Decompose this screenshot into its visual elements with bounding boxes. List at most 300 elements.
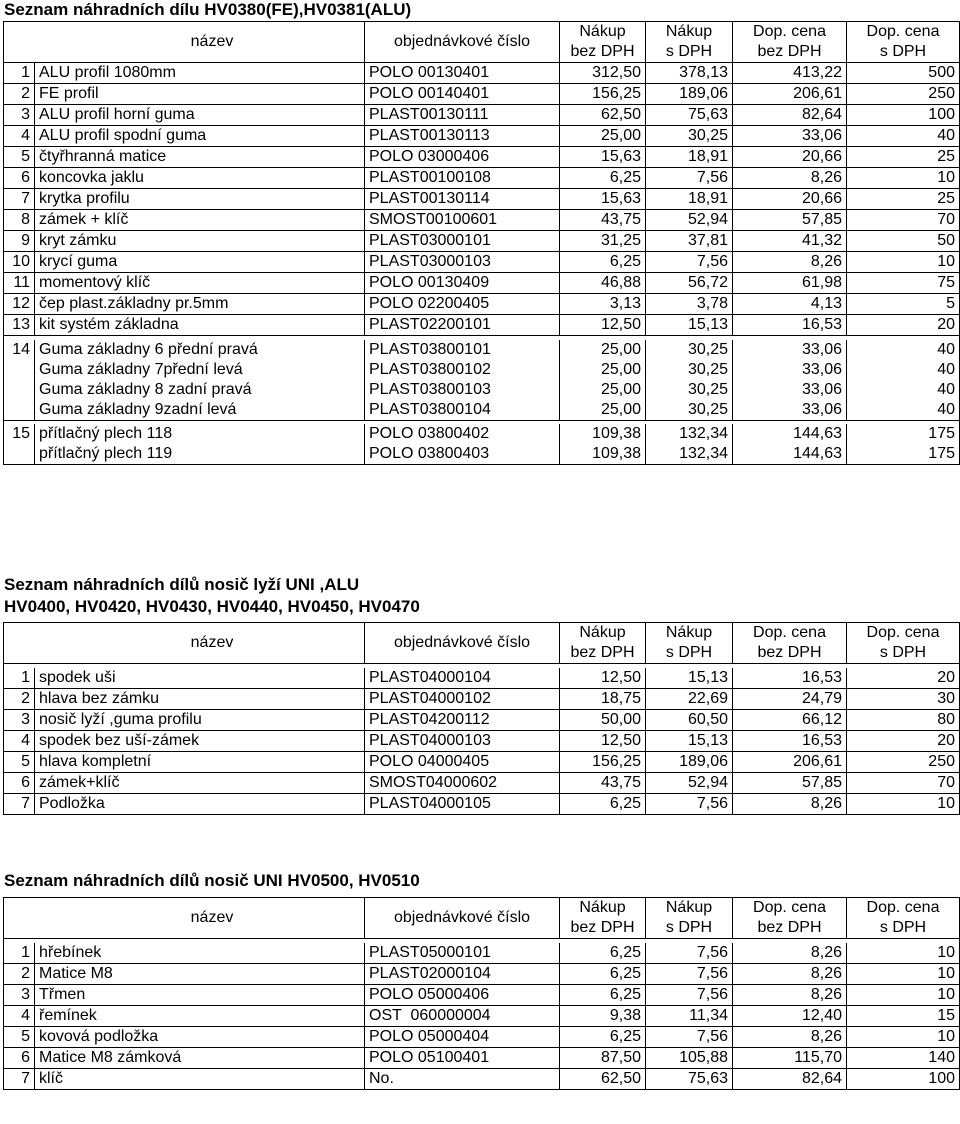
- rec-gross: 25: [847, 189, 960, 210]
- buy-net: 87,50: [560, 1047, 646, 1068]
- buy-net: 9,38: [560, 1005, 646, 1026]
- table-row: [4, 189, 960, 210]
- buy-gross: 132,34: [646, 444, 733, 465]
- buy-net: 6,25: [560, 943, 646, 964]
- order-code: POLO 04000405: [365, 751, 560, 772]
- buy-gross: 15,13: [646, 730, 733, 751]
- section-3-rows: [4, 939, 960, 1090]
- part-name: hřebínek: [35, 943, 365, 964]
- rec-gross: 80: [847, 709, 960, 730]
- rec-net: 8,26: [733, 252, 847, 273]
- section-1-title: Seznam náhradních dílu HV0380(FE),HV0381(ALU): [4, 0, 412, 19]
- buy-net: 43,75: [560, 772, 646, 793]
- rec-gross: 500: [847, 63, 960, 84]
- buy-net: 62,50: [560, 105, 646, 126]
- part-name: čep plast.základny pr.5mm: [35, 294, 365, 315]
- section-2-header: [4, 623, 960, 664]
- table-row: [4, 147, 960, 168]
- order-code: POLO 05000404: [365, 1026, 560, 1047]
- rec-net: 413,22: [733, 63, 847, 84]
- rec-net: 24,79: [733, 688, 847, 709]
- buy-gross: 189,06: [646, 751, 733, 772]
- buy-net: 12,50: [560, 668, 646, 689]
- buy-net: 25,00: [560, 380, 646, 400]
- rec-net: 41,32: [733, 231, 847, 252]
- order-code: PLAST03800104: [365, 400, 560, 421]
- buy-net: 109,38: [560, 444, 646, 465]
- rec-net: 57,85: [733, 210, 847, 231]
- buy-gross: 18,91: [646, 147, 733, 168]
- row-number: 12: [4, 294, 35, 315]
- part-name: Guma základny 9zadní levá: [35, 400, 365, 421]
- section-2-table: [3, 622, 960, 815]
- row-number: 3: [4, 709, 35, 730]
- buy-gross: 7,56: [646, 984, 733, 1005]
- order-code: POLO 05100401: [365, 1047, 560, 1068]
- table-row: [4, 210, 960, 231]
- row-number: 11: [4, 273, 35, 294]
- part-name: spodek bez uší-zámek: [35, 730, 365, 751]
- order-code: PLAST03800101: [365, 340, 560, 360]
- table-row: [4, 380, 960, 400]
- order-code: No.: [365, 1068, 560, 1089]
- rec-net: 33,06: [733, 126, 847, 147]
- part-name: zámek+klíč: [35, 772, 365, 793]
- rec-net: 82,64: [733, 1068, 847, 1089]
- part-name: kryt zámku: [35, 231, 365, 252]
- row-number: 7: [4, 1068, 35, 1089]
- order-code: PLAST04200112: [365, 709, 560, 730]
- part-name: čtyřhranná matice: [35, 147, 365, 168]
- buy-net: 62,50: [560, 1068, 646, 1089]
- order-code: PLAST03800103: [365, 380, 560, 400]
- buy-gross: 3,78: [646, 294, 733, 315]
- section-1-table: [3, 21, 960, 465]
- section-1-header: [4, 22, 960, 63]
- row-number: 10: [4, 252, 35, 273]
- rec-gross: 50: [847, 231, 960, 252]
- part-name: Guma základny 7přední levá: [35, 360, 365, 380]
- table-row: [4, 231, 960, 252]
- rec-gross: 40: [847, 380, 960, 400]
- rec-net: 8,26: [733, 1026, 847, 1047]
- table-row: [4, 1026, 960, 1047]
- part-name: přítlačný plech 118: [35, 424, 365, 444]
- row-number: 14: [4, 340, 35, 421]
- buy-gross: 30,25: [646, 380, 733, 400]
- section-1-group-14: [4, 336, 960, 421]
- rec-gross: 10: [847, 252, 960, 273]
- header-rec-net-1: Dop. cena: [733, 898, 847, 919]
- header-name: název: [4, 22, 365, 63]
- rec-net: 206,61: [733, 84, 847, 105]
- buy-gross: 30,25: [646, 340, 733, 360]
- rec-gross: 250: [847, 84, 960, 105]
- part-name: hlava bez zámku: [35, 688, 365, 709]
- buy-net: 18,75: [560, 688, 646, 709]
- rec-net: 8,26: [733, 963, 847, 984]
- row-number: 1: [4, 63, 35, 84]
- rec-gross: 15: [847, 1005, 960, 1026]
- buy-net: 50,00: [560, 709, 646, 730]
- header-rec-gross-2: s DPH: [847, 42, 960, 63]
- buy-gross: 37,81: [646, 231, 733, 252]
- row-number: 6: [4, 168, 35, 189]
- buy-net: 6,25: [560, 252, 646, 273]
- part-name: krycí guma: [35, 252, 365, 273]
- row-number: 2: [4, 963, 35, 984]
- part-name: klíč: [35, 1068, 365, 1089]
- buy-net: 109,38: [560, 424, 646, 444]
- rec-net: 8,26: [733, 984, 847, 1005]
- rec-net: 20,66: [733, 147, 847, 168]
- row-number: 1: [4, 943, 35, 964]
- buy-net: 43,75: [560, 210, 646, 231]
- rec-net: 16,53: [733, 315, 847, 336]
- row-number: 1: [4, 668, 35, 689]
- table-row: [4, 984, 960, 1005]
- order-code: PLAST04000103: [365, 730, 560, 751]
- header-rec-net-1: Dop. cena: [733, 623, 847, 644]
- rec-gross: 75: [847, 273, 960, 294]
- rec-net: 33,06: [733, 400, 847, 421]
- rec-net: 33,06: [733, 340, 847, 360]
- order-code: PLAST00130114: [365, 189, 560, 210]
- part-name: zámek + klíč: [35, 210, 365, 231]
- header-rec-gross-1: Dop. cena: [847, 22, 960, 43]
- order-code: POLO 00140401: [365, 84, 560, 105]
- table-row: [4, 1068, 960, 1089]
- buy-gross: 60,50: [646, 709, 733, 730]
- table-row: [4, 63, 960, 84]
- header-name: název: [4, 623, 365, 664]
- table-row: [4, 730, 960, 751]
- row-number: 5: [4, 1026, 35, 1047]
- rec-gross: 5: [847, 294, 960, 315]
- order-code: PLAST03000101: [365, 231, 560, 252]
- section-3-table: [3, 897, 960, 1090]
- buy-gross: 105,88: [646, 1047, 733, 1068]
- buy-gross: 7,56: [646, 943, 733, 964]
- part-name: koncovka jaklu: [35, 168, 365, 189]
- order-code: POLO 00130401: [365, 63, 560, 84]
- buy-gross: 56,72: [646, 273, 733, 294]
- rec-gross: 70: [847, 772, 960, 793]
- order-code: SMOST00100601: [365, 210, 560, 231]
- section-3-header: [4, 898, 960, 939]
- rec-gross: 175: [847, 444, 960, 465]
- part-name: ALU profil spodní guma: [35, 126, 365, 147]
- table-row: [4, 84, 960, 105]
- rec-gross: 140: [847, 1047, 960, 1068]
- rec-gross: 10: [847, 943, 960, 964]
- row-number: 6: [4, 772, 35, 793]
- buy-gross: 52,94: [646, 210, 733, 231]
- header-buy-gross-1: Nákup: [646, 898, 733, 919]
- table-row: [4, 126, 960, 147]
- buy-net: 12,50: [560, 315, 646, 336]
- buy-net: 6,25: [560, 168, 646, 189]
- order-code: PLAST03000103: [365, 252, 560, 273]
- order-code: PLAST00130113: [365, 126, 560, 147]
- buy-gross: 30,25: [646, 360, 733, 380]
- table-row: [4, 963, 960, 984]
- buy-gross: 22,69: [646, 688, 733, 709]
- table-row: [4, 105, 960, 126]
- section-2-title: Seznam náhradních dílů nosič lyží UNI ,ALU: [4, 575, 360, 594]
- order-code: POLO 03000406: [365, 147, 560, 168]
- row-number: 3: [4, 984, 35, 1005]
- header-order: objednávkové číslo: [365, 623, 560, 664]
- row-number: 6: [4, 1047, 35, 1068]
- header-rec-gross-1: Dop. cena: [847, 898, 960, 919]
- part-name: nosič lyží ,guma profilu: [35, 709, 365, 730]
- table-row: [4, 943, 960, 964]
- rec-gross: 20: [847, 668, 960, 689]
- section-2-rows: [4, 664, 960, 815]
- header-rec-gross-1: Dop. cena: [847, 623, 960, 644]
- header-order: objednávkové číslo: [365, 22, 560, 63]
- rec-net: 33,06: [733, 360, 847, 380]
- rec-net: 82,64: [733, 105, 847, 126]
- order-code: PLAST00100108: [365, 168, 560, 189]
- row-number: 4: [4, 730, 35, 751]
- buy-net: 6,25: [560, 963, 646, 984]
- row-number: 5: [4, 147, 35, 168]
- rec-net: 8,26: [733, 943, 847, 964]
- rec-net: 115,70: [733, 1047, 847, 1068]
- row-number: 13: [4, 315, 35, 336]
- part-name: hlava kompletní: [35, 751, 365, 772]
- order-code: PLAST04000105: [365, 793, 560, 814]
- part-name: kit systém základna: [35, 315, 365, 336]
- rec-gross: 10: [847, 963, 960, 984]
- part-name: ALU profil 1080mm: [35, 63, 365, 84]
- buy-net: 25,00: [560, 126, 646, 147]
- buy-net: 15,63: [560, 147, 646, 168]
- buy-net: 25,00: [560, 340, 646, 360]
- rec-gross: 40: [847, 126, 960, 147]
- header-buy-gross-2: s DPH: [646, 42, 733, 63]
- table-row: [4, 294, 960, 315]
- rec-gross: 40: [847, 400, 960, 421]
- buy-gross: 75,63: [646, 105, 733, 126]
- part-name: FE profil: [35, 84, 365, 105]
- section-2-subtitle: HV0400, HV0420, HV0430, HV0440, HV0450, HV0470: [4, 597, 420, 616]
- header-order: objednávkové číslo: [365, 898, 560, 939]
- header-buy-net-2: bez DPH: [560, 643, 646, 664]
- part-name: spodek uši: [35, 668, 365, 689]
- table-row: [4, 1005, 960, 1026]
- header-rec-net-2: bez DPH: [733, 643, 847, 664]
- rec-net: 206,61: [733, 751, 847, 772]
- rec-gross: 40: [847, 360, 960, 380]
- rec-gross: 175: [847, 424, 960, 444]
- table-row: [4, 360, 960, 380]
- buy-gross: 15,13: [646, 315, 733, 336]
- part-name: Matice M8 zámková: [35, 1047, 365, 1068]
- buy-net: 312,50: [560, 63, 646, 84]
- rec-net: 57,85: [733, 772, 847, 793]
- order-code: POLO 05000406: [365, 984, 560, 1005]
- header-buy-gross-2: s DPH: [646, 918, 733, 939]
- table-row: [4, 168, 960, 189]
- buy-gross: 11,34: [646, 1005, 733, 1026]
- part-name: ALU profil horní guma: [35, 105, 365, 126]
- rec-net: 66,12: [733, 709, 847, 730]
- buy-gross: 189,06: [646, 84, 733, 105]
- buy-gross: 132,34: [646, 424, 733, 444]
- rec-net: 61,98: [733, 273, 847, 294]
- rec-net: 8,26: [733, 793, 847, 814]
- buy-net: 46,88: [560, 273, 646, 294]
- part-name: kovová podložka: [35, 1026, 365, 1047]
- table-row: [4, 772, 960, 793]
- header-buy-net-2: bez DPH: [560, 42, 646, 63]
- buy-gross: 30,25: [646, 400, 733, 421]
- header-name: název: [4, 898, 365, 939]
- buy-gross: 52,94: [646, 772, 733, 793]
- row-number: 2: [4, 84, 35, 105]
- section-1-group-15: [4, 420, 960, 465]
- buy-gross: 7,56: [646, 1026, 733, 1047]
- order-code: SMOST04000602: [365, 772, 560, 793]
- row-number: 3: [4, 105, 35, 126]
- buy-gross: 7,56: [646, 168, 733, 189]
- rec-net: 33,06: [733, 380, 847, 400]
- part-name: přítlačný plech 119: [35, 444, 365, 465]
- rec-net: 144,63: [733, 424, 847, 444]
- order-code: POLO 02200405: [365, 294, 560, 315]
- row-number: 7: [4, 189, 35, 210]
- table-row: [4, 315, 960, 336]
- part-name: Třmen: [35, 984, 365, 1005]
- row-number: 4: [4, 126, 35, 147]
- order-code: PLAST02200101: [365, 315, 560, 336]
- row-number: 4: [4, 1005, 35, 1026]
- rec-net: 8,26: [733, 168, 847, 189]
- rec-net: 12,40: [733, 1005, 847, 1026]
- header-buy-net-1: Nákup: [560, 22, 646, 43]
- rec-gross: 10: [847, 793, 960, 814]
- table-row: [4, 688, 960, 709]
- order-code: OST 060000004: [365, 1005, 560, 1026]
- buy-net: 3,13: [560, 294, 646, 315]
- buy-gross: 7,56: [646, 793, 733, 814]
- table-row: [4, 668, 960, 689]
- header-buy-gross-1: Nákup: [646, 623, 733, 644]
- rec-gross: 10: [847, 168, 960, 189]
- row-number: 8: [4, 210, 35, 231]
- order-code: POLO 03800403: [365, 444, 560, 465]
- header-rec-gross-2: s DPH: [847, 918, 960, 939]
- buy-gross: 15,13: [646, 668, 733, 689]
- order-code: PLAST03800102: [365, 360, 560, 380]
- header-buy-net-1: Nákup: [560, 623, 646, 644]
- table-row: [4, 1047, 960, 1068]
- table-row: [4, 793, 960, 814]
- buy-net: 6,25: [560, 984, 646, 1005]
- rec-gross: 25: [847, 147, 960, 168]
- order-code: PLAST02000104: [365, 963, 560, 984]
- row-number: 9: [4, 231, 35, 252]
- header-buy-net-1: Nákup: [560, 898, 646, 919]
- buy-gross: 75,63: [646, 1068, 733, 1089]
- rec-gross: 30: [847, 688, 960, 709]
- buy-net: 156,25: [560, 84, 646, 105]
- buy-gross: 7,56: [646, 252, 733, 273]
- rec-net: 20,66: [733, 189, 847, 210]
- order-code: POLO 00130409: [365, 273, 560, 294]
- header-buy-gross-1: Nákup: [646, 22, 733, 43]
- buy-gross: 7,56: [646, 963, 733, 984]
- rec-net: 144,63: [733, 444, 847, 465]
- section-1-rows: [4, 63, 960, 336]
- header-rec-net-2: bez DPH: [733, 42, 847, 63]
- order-code: PLAST05000101: [365, 943, 560, 964]
- buy-net: 12,50: [560, 730, 646, 751]
- part-name: momentový klíč: [35, 273, 365, 294]
- table-row: [4, 751, 960, 772]
- header-rec-net-2: bez DPH: [733, 918, 847, 939]
- row-number: 2: [4, 688, 35, 709]
- rec-net: 16,53: [733, 730, 847, 751]
- order-code: PLAST04000102: [365, 688, 560, 709]
- rec-gross: 100: [847, 1068, 960, 1089]
- part-name: Guma základny 6 přední pravá: [35, 340, 365, 360]
- table-row: [4, 273, 960, 294]
- rec-gross: 10: [847, 1026, 960, 1047]
- order-code: PLAST04000104: [365, 668, 560, 689]
- part-name: Podložka: [35, 793, 365, 814]
- row-number: 15: [4, 424, 35, 465]
- part-name: krytka profilu: [35, 189, 365, 210]
- table-row: [4, 252, 960, 273]
- rec-gross: 20: [847, 730, 960, 751]
- header-rec-net-1: Dop. cena: [733, 22, 847, 43]
- rec-gross: 10: [847, 984, 960, 1005]
- buy-net: 25,00: [560, 360, 646, 380]
- header-rec-gross-2: s DPH: [847, 643, 960, 664]
- table-row: [4, 444, 960, 465]
- buy-gross: 378,13: [646, 63, 733, 84]
- buy-net: 156,25: [560, 751, 646, 772]
- buy-gross: 30,25: [646, 126, 733, 147]
- rec-net: 4,13: [733, 294, 847, 315]
- buy-net: 6,25: [560, 1026, 646, 1047]
- order-code: POLO 03800402: [365, 424, 560, 444]
- rec-gross: 250: [847, 751, 960, 772]
- row-number: 5: [4, 751, 35, 772]
- part-name: Matice M8: [35, 963, 365, 984]
- buy-net: 6,25: [560, 793, 646, 814]
- part-name: Guma základny 8 zadní pravá: [35, 380, 365, 400]
- rec-net: 16,53: [733, 668, 847, 689]
- rec-gross: 100: [847, 105, 960, 126]
- header-buy-net-2: bez DPH: [560, 918, 646, 939]
- part-name: řemínek: [35, 1005, 365, 1026]
- buy-gross: 18,91: [646, 189, 733, 210]
- rec-gross: 40: [847, 340, 960, 360]
- table-row: [4, 709, 960, 730]
- buy-net: 15,63: [560, 189, 646, 210]
- buy-net: 25,00: [560, 400, 646, 421]
- table-row: [4, 340, 960, 360]
- rec-gross: 70: [847, 210, 960, 231]
- section-3-title: Seznam náhradních dílů nosič UNI HV0500, HV0510: [4, 871, 420, 890]
- row-number: 7: [4, 793, 35, 814]
- header-buy-gross-2: s DPH: [646, 643, 733, 664]
